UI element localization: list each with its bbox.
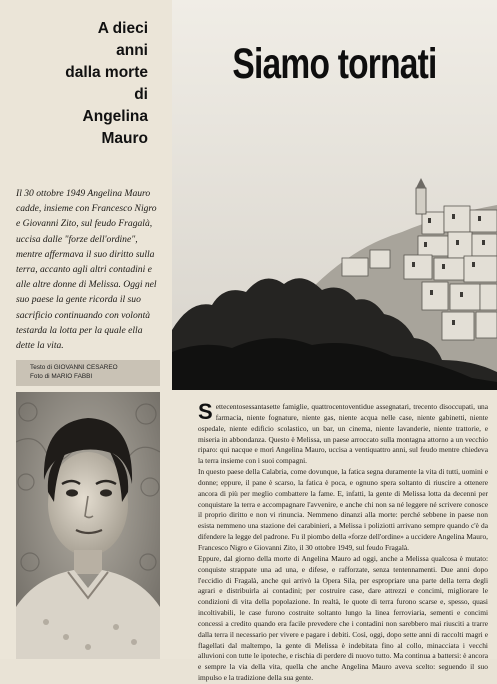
kicker-line: Angelina bbox=[82, 108, 148, 125]
kicker-line: dalla morte bbox=[65, 64, 148, 81]
intro-paragraph: Il 30 ottobre 1949 Angelina Mauro cadde, insieme con Francesco Nigro e Giovanni Zito, sul feudo Fragalà, uccisa dalle "forze dell'ordine", mentre affermava il suo diritto sulla terra, accanto agli altri contadini e alle altre donne di Melissa. Oggi nel suo paese la gente ricorda il suo sacrificio continuando con volontà testarda la lotta per la quale ella dette la vita. bbox=[16, 188, 157, 352]
kicker-line: A dieci bbox=[97, 20, 148, 37]
kicker-heading bbox=[28, 18, 148, 150]
portrait-photo bbox=[16, 392, 160, 659]
article-paragraph: In questo paese della Calabria, come dovunque, la fatica segna duramente la vita di tutti, uomini e donne; eppure, il pane è scarso, la fatica è poca, e ognuno spera soltanto di riuscire a ottenere ancora di più per meglio combattere la fame. E, infatti, la gente di Melissa lotta da decenni per conquistare la terra e accompagnare l'avvenire, e anche chi non sa né leggere né scrivere conosce il proprio diritto e non vi rinuncia. Nemmeno dinanzi alla morte: perché sebbene in paese non esista nemmeno una stazione dei carabinieri, a Melissa i poliziotti arrivano sempre quando c'è da difendere la legge del padrone. Fu il piombo della «forze dell'ordine» a uccidere Angelina Mauro, Francesco Nigro e Giovanni Zito, il 30 ottobre 1949, sul feudo Fragalà. bbox=[198, 467, 488, 552]
kicker-line: anni bbox=[116, 42, 148, 59]
kicker-line: di bbox=[134, 86, 148, 103]
drop-cap: S bbox=[198, 399, 213, 424]
text-credit: Testo di GIOVANNI CESAREO bbox=[30, 364, 118, 371]
article-paragraph: Eppure, dal giorno della morte di Angelina Mauro ad oggi, anche a Melissa qualcosa è mutato: conquiste strappate una ad una, e difese, e rafforzate, senza tentennamenti. Due anni dopo l'eccidio di Fragalà, anche qui arrivò la Opera Sila, per espropriare una parte della terra degli agrari e distribuirla ai contadini; per costruire case, dare attrezzi e concimi, migliorare le condizioni di vita della popolazione. In realtà, le quote di terra furono scarse e, spesso, quasi incoltivabili, le case furono costruite soltanto lungo la linea ferroviaria, sementi e concimi concessi a credito quando era facile prevedere che i contadini non sarebbero mai riusciti a trarre dalla terra il necessario per vivere e pagare i debiti. Così, oggi, dopo sette anni di raccolti magri e flagellati dal maltempo, la gente di Melissa è indebitata fino al collo, minacciata i vecchi alluvioni con tutte le ipoteche, e rischia di perdere di nuovo tutto. Ma continua a battersi: è ancora e sempre la via della vita, quella che anche Angelina Mauro aveva scelto: seguendo il suo impulso e la tradizione della sua gente. bbox=[198, 553, 488, 683]
headline: Siamo tornati bbox=[232, 40, 437, 88]
credits-box bbox=[16, 360, 160, 386]
kicker-line: Mauro bbox=[101, 130, 148, 147]
photo-credit: Foto di MARIO FABBI bbox=[30, 373, 93, 380]
article-body bbox=[198, 399, 488, 684]
portrait-image bbox=[16, 392, 160, 659]
article-paragraph: ettecentosessantasette famiglie, quattrocentoventidue assegnatari, trecento disoccupati, una farmacia, niente fognature, niente gas, niente acqua nelle case, niente gabinetti, niente ospedale, niente edificio scolastico, un bar, un cinema, niente lavanderie, niente trattorie, e miseria in abbondanza. Questo è Melissa, un paese arroccato sulla montagna attorno a un vecchio riparo: qui nacque e morì Angelina Mauro, uccisa a ventiquattro anni, sul feudo mentre chiedeva la terra insieme con i suoi compagni. bbox=[198, 402, 488, 466]
